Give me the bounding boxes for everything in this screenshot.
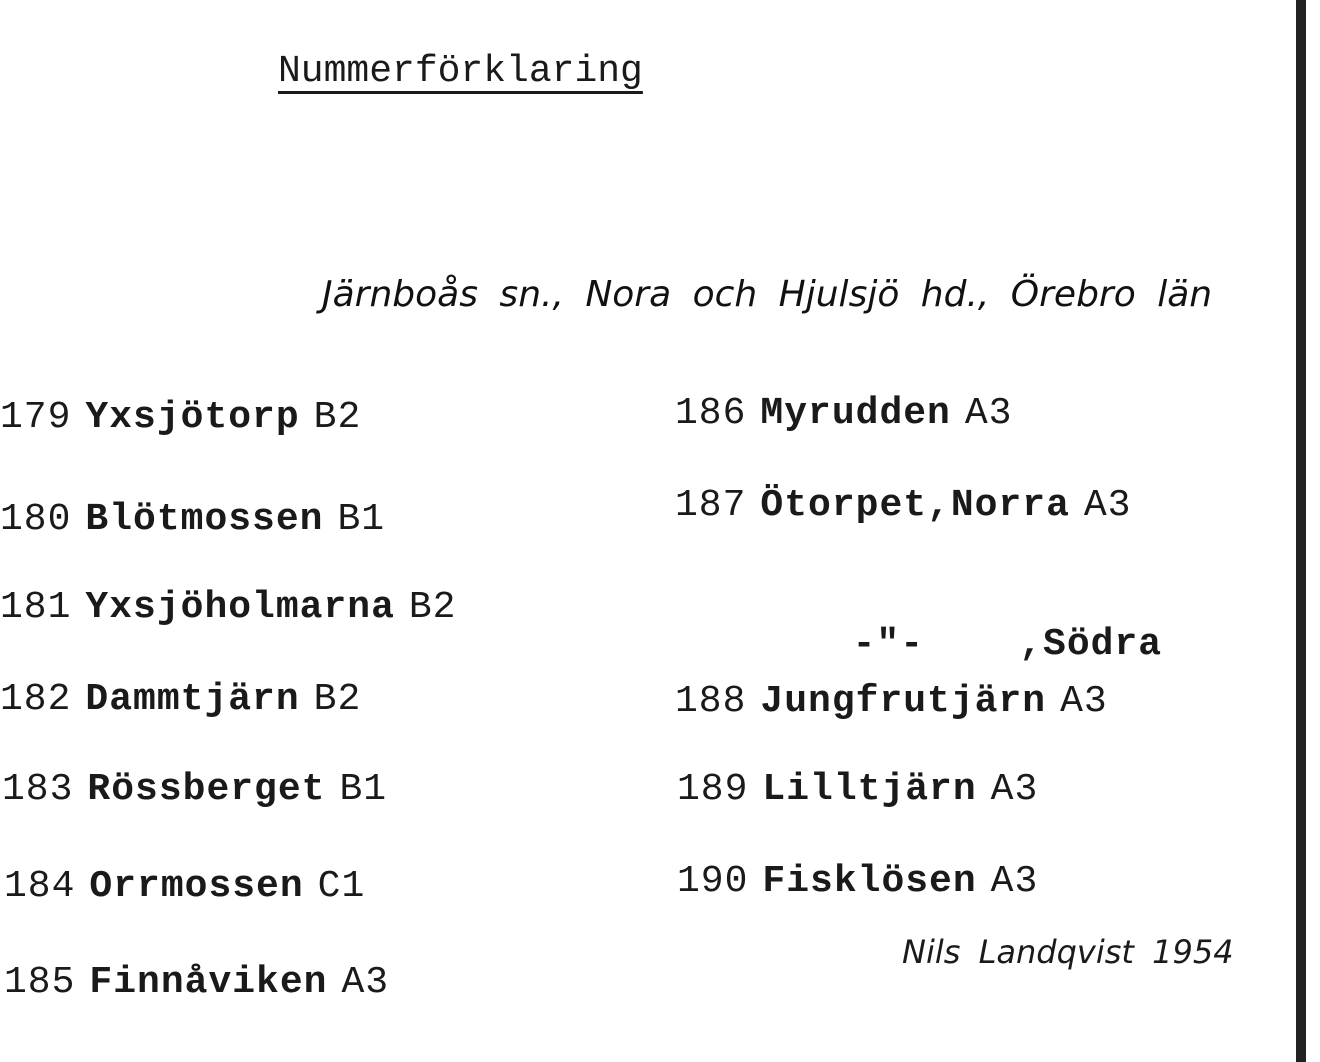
entry-name: Myrudden: [760, 392, 951, 435]
list-item: [677, 768, 1038, 811]
list-item: [0, 498, 385, 541]
entry-name: Blötmossen: [85, 498, 324, 541]
entry-number: 181: [0, 586, 72, 629]
entry-number: 188: [675, 680, 747, 723]
entry-number: 180: [0, 498, 72, 541]
list-item: [2, 768, 387, 811]
entry-name: Ötorpet,Norra: [760, 484, 1070, 527]
list-item: [4, 961, 389, 1004]
list-item: [0, 678, 361, 721]
list-item: [0, 396, 361, 439]
entry-name: Yxsjötorp: [85, 396, 300, 439]
entry-number: 185: [4, 961, 76, 1004]
entry-grid: A3: [964, 392, 1013, 435]
list-item: [0, 586, 456, 629]
entry-name: Rössberget: [87, 768, 326, 811]
entry-number: 182: [0, 678, 72, 721]
entry-grid: B1: [337, 498, 386, 541]
scan-edge-line: [1296, 0, 1306, 1062]
entry-grid: A3: [990, 768, 1039, 811]
entry-number: 183: [2, 768, 74, 811]
entry-name: Orrmossen: [89, 865, 304, 908]
entry-grid: B1: [339, 768, 388, 811]
entry-grid: B2: [313, 678, 362, 721]
entry-name: Finnåviken: [89, 961, 328, 1004]
entry-number: 190: [677, 860, 749, 903]
entry-grid: B2: [313, 396, 362, 439]
list-item: [675, 484, 1131, 527]
entry-name: Yxsjöholmarna: [85, 586, 395, 629]
entry-grid: A3: [341, 961, 390, 1004]
entry-number: 187: [675, 484, 747, 527]
entry-grid: C1: [317, 865, 366, 908]
entry-number: 189: [677, 768, 749, 811]
entry-grid: B2: [408, 586, 457, 629]
entry-name: Dammtjärn: [85, 678, 300, 721]
document-subtitle: Järnboås sn., Nora och Hjulsjö hd., Örebro län: [322, 274, 1213, 315]
list-item: [675, 392, 1012, 435]
entry-number: 179: [0, 396, 72, 439]
entry-number: 184: [4, 865, 76, 908]
entry-grid: A3: [990, 860, 1039, 903]
entry-number: 186: [675, 392, 747, 435]
list-item: [675, 680, 1108, 723]
entry-name: Fisklösen: [762, 860, 977, 903]
signature: Nils Landqvist 1954: [902, 933, 1234, 971]
document-title: Nummerförklaring: [278, 50, 643, 93]
list-item-ditto: [805, 580, 1176, 666]
entry-grid: A3: [1060, 680, 1108, 723]
entry-name: -"- ,Södra: [852, 623, 1163, 666]
entry-name: Jungfrutjärn: [760, 680, 1047, 723]
list-item: [4, 865, 365, 908]
entry-grid: A3: [1083, 484, 1132, 527]
entry-name: Lilltjärn: [762, 768, 977, 811]
list-item: [677, 860, 1038, 903]
